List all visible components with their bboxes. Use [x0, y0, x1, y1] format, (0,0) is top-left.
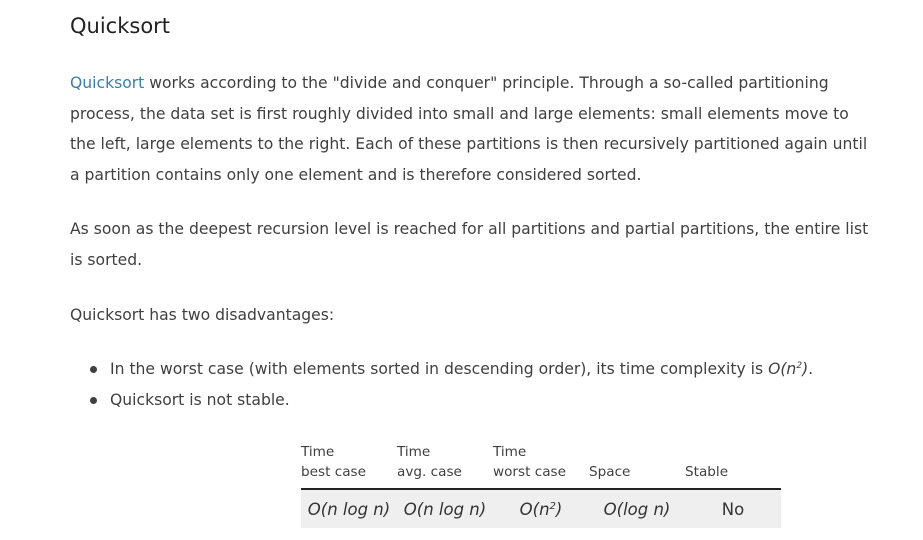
cell-time-worst: $O(n^2)$: [493, 489, 589, 528]
cell-space: O(log n): [589, 489, 685, 528]
complexity-table: [301, 442, 781, 528]
not-stable-text: Quicksort is not stable.: [110, 390, 290, 409]
cell-time-avg: O(n log n): [397, 489, 493, 528]
worst-case-complexity: $O(n^2)$: [768, 360, 809, 378]
worst-case-text: In the worst case (with elements sorted in descending order), its time complexity is: [110, 360, 769, 378]
bullet-icon: [90, 366, 97, 373]
quicksort-link[interactable]: Quicksort: [70, 74, 145, 92]
header-space: Space: [589, 442, 685, 489]
cell-time-best: O(n log n): [301, 489, 397, 528]
list-item: [70, 385, 813, 416]
disadvantages-list: [70, 354, 813, 415]
section-heading: Quicksort: [70, 14, 171, 38]
header-time-worst: Time worst case: [493, 442, 589, 489]
intro-paragraph: [70, 68, 875, 190]
disadvantages-paragraph: Quicksort has two disadvantages:: [70, 306, 335, 324]
intro-paragraph-text: works according to the "divide and conquer" principle. Through a so-called partitioning process, the data set is first roughly divided into small and large elements: small elements move to the left, large elements to the right. Each of these partitions is then recursively partitioned again until a partition contains only one element and is therefore considered sorted.: [70, 74, 868, 184]
cell-stable: No: [685, 489, 781, 528]
table-header-row: [301, 442, 781, 489]
header-time-avg: Time avg. case: [397, 442, 493, 489]
header-time-best: Time best case: [301, 442, 397, 489]
recursion-paragraph: As soon as the deepest recursion level is reached for all partitions and partial partitions, the entire list is sorted.: [70, 220, 869, 269]
table-row: [301, 489, 781, 528]
list-item: In the worst case (with elements sorted in descending order), its time complexity is $O(n^2)$.: [70, 354, 813, 385]
bullet-icon: [90, 397, 97, 404]
header-stable: Stable: [685, 442, 781, 489]
